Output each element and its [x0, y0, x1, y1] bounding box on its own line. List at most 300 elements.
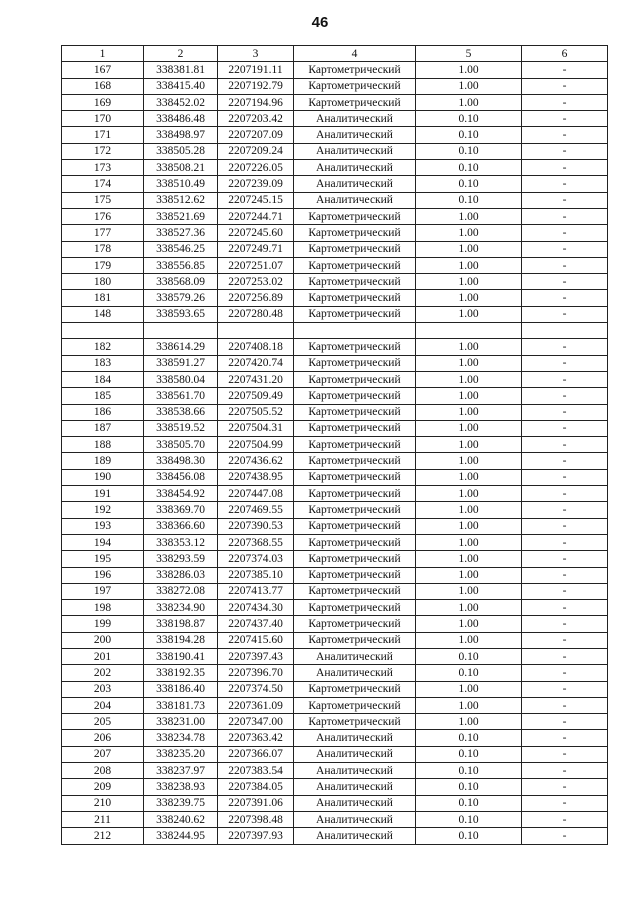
cell-note: -: [522, 453, 608, 469]
cell-accuracy: 0.10: [416, 192, 522, 208]
cell-coordinate-y: 2207245.15: [218, 192, 294, 208]
cell-accuracy: 0.10: [416, 795, 522, 811]
cell-point-number: 177: [62, 225, 144, 241]
table-row: [62, 828, 608, 844]
cell-coordinate-x: 338234.90: [144, 600, 218, 616]
cell-point-number: 203: [62, 681, 144, 697]
cell-note: -: [522, 763, 608, 779]
cell-note: -: [522, 290, 608, 306]
cell-point-number: 183: [62, 355, 144, 371]
cell-coordinate-y: 2207244.71: [218, 208, 294, 224]
cell-accuracy: 0.10: [416, 811, 522, 827]
cell-point-number: 175: [62, 192, 144, 208]
cell-accuracy: 1.00: [416, 257, 522, 273]
cell-coordinate-y: 2207256.89: [218, 290, 294, 306]
cell-coordinate-x: 338505.28: [144, 143, 218, 159]
cell-accuracy: 1.00: [416, 437, 522, 453]
cell-coordinate-y: 2207436.62: [218, 453, 294, 469]
cell-coordinate-y: 2207391.06: [218, 795, 294, 811]
cell-accuracy: 0.10: [416, 111, 522, 127]
cell-coordinate-x: 338508.21: [144, 160, 218, 176]
table-row: [62, 681, 608, 697]
cell-note: -: [522, 94, 608, 110]
table-row: [62, 290, 608, 306]
cell-accuracy: 1.00: [416, 502, 522, 518]
cell-note: -: [522, 404, 608, 420]
cell-note: -: [522, 78, 608, 94]
cell-coordinate-x: 338519.52: [144, 420, 218, 436]
cell-method: Картометрический: [294, 486, 416, 502]
cell-point-number: 201: [62, 648, 144, 664]
cell-accuracy: 1.00: [416, 600, 522, 616]
table-row: [62, 274, 608, 290]
cell-note: -: [522, 208, 608, 224]
cell-accuracy: 0.10: [416, 779, 522, 795]
cell-method: Картометрический: [294, 290, 416, 306]
cell-note: -: [522, 648, 608, 664]
cell-method: [294, 323, 416, 339]
table-row: [62, 600, 608, 616]
table-row: [62, 388, 608, 404]
cell-method: Аналитический: [294, 730, 416, 746]
cell-method: Картометрический: [294, 534, 416, 550]
cell-coordinate-x: 338591.27: [144, 355, 218, 371]
cell-coordinate-y: 2207398.48: [218, 811, 294, 827]
table-row: [62, 78, 608, 94]
cell-accuracy: 1.00: [416, 518, 522, 534]
cell-coordinate-y: 2207413.77: [218, 583, 294, 599]
cell-accuracy: 1.00: [416, 208, 522, 224]
cell-coordinate-x: 338593.65: [144, 306, 218, 322]
table-row: [62, 192, 608, 208]
table-row: [62, 746, 608, 762]
table-row: [62, 371, 608, 387]
cell-note: -: [522, 746, 608, 762]
cell-coordinate-x: 338239.75: [144, 795, 218, 811]
cell-note: -: [522, 632, 608, 648]
table-row: [62, 453, 608, 469]
cell-point-number: 208: [62, 763, 144, 779]
cell-coordinate-y: 2207408.18: [218, 339, 294, 355]
table-row: [62, 632, 608, 648]
cell-coordinate-x: 338235.20: [144, 746, 218, 762]
table-row: [62, 225, 608, 241]
cell-coordinate-x: 338521.69: [144, 208, 218, 224]
cell-point-number: 168: [62, 78, 144, 94]
cell-point-number: 171: [62, 127, 144, 143]
cell-coordinate-x: 338192.35: [144, 665, 218, 681]
cell-coordinate-x: 338568.09: [144, 274, 218, 290]
cell-coordinate-x: 338240.62: [144, 811, 218, 827]
cell-accuracy: 0.10: [416, 127, 522, 143]
cell-coordinate-y: 2207366.07: [218, 746, 294, 762]
cell-point-number: 194: [62, 534, 144, 550]
cell-point-number: 181: [62, 290, 144, 306]
cell-coordinate-y: 2207396.70: [218, 665, 294, 681]
cell-method: Картометрический: [294, 208, 416, 224]
cell-coordinate-y: 2207505.52: [218, 404, 294, 420]
cell-point-number: 210: [62, 795, 144, 811]
cell-accuracy: 1.00: [416, 241, 522, 257]
cell-accuracy: 1.00: [416, 616, 522, 632]
cell-note: -: [522, 176, 608, 192]
cell-accuracy: 0.10: [416, 730, 522, 746]
cell-point-number: 205: [62, 714, 144, 730]
cell-point-number: 190: [62, 469, 144, 485]
cell-coordinate-y: 2207203.42: [218, 111, 294, 127]
cell-method: Картометрический: [294, 502, 416, 518]
table-row: [62, 811, 608, 827]
cell-note: -: [522, 306, 608, 322]
table-row: [62, 665, 608, 681]
cell-point-number: 173: [62, 160, 144, 176]
cell-method: Картометрический: [294, 388, 416, 404]
cell-coordinate-y: 2207420.74: [218, 355, 294, 371]
cell-method: Картометрический: [294, 257, 416, 273]
cell-note: -: [522, 665, 608, 681]
table-row: [62, 437, 608, 453]
cell-coordinate-y: 2207390.53: [218, 518, 294, 534]
cell-coordinate-y: 2207226.05: [218, 160, 294, 176]
cell-point-number: 185: [62, 388, 144, 404]
cell-method: Картометрический: [294, 518, 416, 534]
cell-coordinate-y: 2207504.99: [218, 437, 294, 453]
cell-method: Картометрический: [294, 355, 416, 371]
cell-coordinate-y: 2207194.96: [218, 94, 294, 110]
cell-accuracy: 1.00: [416, 94, 522, 110]
table-row: [62, 763, 608, 779]
cell-coordinate-y: 2207431.20: [218, 371, 294, 387]
cell-coordinate-x: 338498.97: [144, 127, 218, 143]
table-row: [62, 697, 608, 713]
cell-coordinate-x: 338579.26: [144, 290, 218, 306]
table-row: [62, 355, 608, 371]
cell-coordinate-x: 338546.25: [144, 241, 218, 257]
table-row: [62, 616, 608, 632]
cell-coordinate-y: 2207434.30: [218, 600, 294, 616]
cell-accuracy: 1.00: [416, 339, 522, 355]
cell-method: Картометрический: [294, 632, 416, 648]
table-row: [62, 518, 608, 534]
cell-method: Аналитический: [294, 127, 416, 143]
table-row: [62, 502, 608, 518]
cell-coordinate-y: 2207253.02: [218, 274, 294, 290]
table-row: [62, 339, 608, 355]
cell-point-number: 189: [62, 453, 144, 469]
cell-note: -: [522, 160, 608, 176]
cell-coordinate-y: 2207415.60: [218, 632, 294, 648]
cell-coordinate-x: 338486.48: [144, 111, 218, 127]
cell-coordinate-y: 2207207.09: [218, 127, 294, 143]
cell-point-number: 188: [62, 437, 144, 453]
cell-note: -: [522, 502, 608, 518]
cell-coordinate-y: 2207280.48: [218, 306, 294, 322]
table-row: [62, 420, 608, 436]
table-row: [62, 534, 608, 550]
cell-coordinate-x: 338366.60: [144, 518, 218, 534]
cell-method: Картометрический: [294, 681, 416, 697]
cell-method: Аналитический: [294, 160, 416, 176]
cell-note: -: [522, 828, 608, 844]
cell-note: -: [522, 518, 608, 534]
cell-method: Аналитический: [294, 779, 416, 795]
cell-note: -: [522, 469, 608, 485]
cell-method: Картометрический: [294, 714, 416, 730]
cell-accuracy: 1.00: [416, 469, 522, 485]
cell-method: Картометрический: [294, 241, 416, 257]
cell-method: Картометрический: [294, 469, 416, 485]
cell-point-number: 180: [62, 274, 144, 290]
cell-coordinate-x: 338561.70: [144, 388, 218, 404]
cell-accuracy: 0.10: [416, 160, 522, 176]
cell-note: -: [522, 714, 608, 730]
table-row: [62, 323, 608, 339]
cell-coordinate-x: 338505.70: [144, 437, 218, 453]
table-row: [62, 62, 608, 78]
cell-coordinate-x: 338272.08: [144, 583, 218, 599]
cell-method: Аналитический: [294, 143, 416, 159]
cell-method: Аналитический: [294, 192, 416, 208]
cell-note: -: [522, 225, 608, 241]
cell-point-number: 167: [62, 62, 144, 78]
column-header: 2: [144, 46, 218, 62]
cell-accuracy: 1.00: [416, 388, 522, 404]
cell-point-number: 206: [62, 730, 144, 746]
cell-accuracy: 1.00: [416, 681, 522, 697]
cell-accuracy: 0.10: [416, 143, 522, 159]
cell-accuracy: 0.10: [416, 828, 522, 844]
cell-note: -: [522, 600, 608, 616]
cell-coordinate-x: 338238.93: [144, 779, 218, 795]
cell-accuracy: 0.10: [416, 746, 522, 762]
cell-note: [522, 323, 608, 339]
cell-coordinate-y: 2207437.40: [218, 616, 294, 632]
table-row: [62, 94, 608, 110]
cell-note: -: [522, 437, 608, 453]
cell-coordinate-y: 2207397.93: [218, 828, 294, 844]
cell-accuracy: 1.00: [416, 225, 522, 241]
cell-note: -: [522, 62, 608, 78]
cell-note: -: [522, 274, 608, 290]
cell-coordinate-y: 2207347.00: [218, 714, 294, 730]
cell-point-number: 195: [62, 551, 144, 567]
cell-accuracy: 0.10: [416, 176, 522, 192]
table-row: [62, 795, 608, 811]
cell-coordinate-y: 2207374.03: [218, 551, 294, 567]
cell-coordinate-x: 338186.40: [144, 681, 218, 697]
cell-method: Аналитический: [294, 176, 416, 192]
cell-method: Картометрический: [294, 339, 416, 355]
cell-method: Аналитический: [294, 811, 416, 827]
cell-point-number: 193: [62, 518, 144, 534]
cell-point-number: 200: [62, 632, 144, 648]
cell-coordinate-x: 338512.62: [144, 192, 218, 208]
cell-note: -: [522, 355, 608, 371]
cell-method: Картометрический: [294, 551, 416, 567]
cell-coordinate-x: 338580.04: [144, 371, 218, 387]
cell-method: Картометрический: [294, 420, 416, 436]
cell-coordinate-x: 338244.95: [144, 828, 218, 844]
table-row: [62, 160, 608, 176]
cell-point-number: 182: [62, 339, 144, 355]
cell-accuracy: [416, 323, 522, 339]
cell-coordinate-y: 2207447.08: [218, 486, 294, 502]
cell-coordinate-x: 338538.66: [144, 404, 218, 420]
cell-coordinate-y: 2207363.42: [218, 730, 294, 746]
column-header: 6: [522, 46, 608, 62]
cell-note: -: [522, 192, 608, 208]
cell-note: -: [522, 257, 608, 273]
cell-accuracy: 1.00: [416, 404, 522, 420]
cell-accuracy: 1.00: [416, 534, 522, 550]
table-body: [62, 62, 608, 844]
cell-point-number: 197: [62, 583, 144, 599]
table-row: [62, 176, 608, 192]
cell-note: -: [522, 371, 608, 387]
cell-note: -: [522, 811, 608, 827]
cell-accuracy: 1.00: [416, 453, 522, 469]
cell-coordinate-y: 2207504.31: [218, 420, 294, 436]
cell-coordinate-x: 338190.41: [144, 648, 218, 664]
cell-point-number: 207: [62, 746, 144, 762]
cell-point-number: 198: [62, 600, 144, 616]
cell-note: -: [522, 551, 608, 567]
cell-note: -: [522, 583, 608, 599]
cell-coordinate-x: 338286.03: [144, 567, 218, 583]
cell-accuracy: 1.00: [416, 420, 522, 436]
cell-accuracy: 0.10: [416, 648, 522, 664]
table-row: [62, 730, 608, 746]
table-row: [62, 551, 608, 567]
cell-accuracy: 1.00: [416, 632, 522, 648]
cell-method: Картометрический: [294, 78, 416, 94]
cell-note: -: [522, 730, 608, 746]
cell-note: -: [522, 681, 608, 697]
cell-coordinate-y: 2207385.10: [218, 567, 294, 583]
cell-method: Картометрический: [294, 697, 416, 713]
cell-method: Аналитический: [294, 828, 416, 844]
cell-note: -: [522, 111, 608, 127]
cell-coordinate-y: 2207374.50: [218, 681, 294, 697]
cell-point-number: 172: [62, 143, 144, 159]
cell-accuracy: 0.10: [416, 665, 522, 681]
cell-accuracy: 1.00: [416, 274, 522, 290]
cell-method: Картометрический: [294, 371, 416, 387]
cell-method: Аналитический: [294, 648, 416, 664]
cell-coordinate-x: 338527.36: [144, 225, 218, 241]
cell-coordinate-y: 2207209.24: [218, 143, 294, 159]
table-row: [62, 257, 608, 273]
table-row: [62, 404, 608, 420]
cell-point-number: 192: [62, 502, 144, 518]
cell-point-number: 174: [62, 176, 144, 192]
cell-accuracy: 1.00: [416, 371, 522, 387]
cell-coordinate-x: [144, 323, 218, 339]
cell-accuracy: 1.00: [416, 62, 522, 78]
cell-accuracy: 1.00: [416, 551, 522, 567]
cell-coordinate-x: 338353.12: [144, 534, 218, 550]
cell-coordinate-x: 338194.28: [144, 632, 218, 648]
cell-method: Аналитический: [294, 746, 416, 762]
cell-method: Картометрический: [294, 404, 416, 420]
cell-method: Картометрический: [294, 94, 416, 110]
cell-coordinate-y: 2207251.07: [218, 257, 294, 273]
cell-note: -: [522, 241, 608, 257]
table-row: [62, 469, 608, 485]
cell-method: Аналитический: [294, 763, 416, 779]
cell-method: Картометрический: [294, 453, 416, 469]
cell-method: Аналитический: [294, 665, 416, 681]
table-row: [62, 567, 608, 583]
cell-point-number: 178: [62, 241, 144, 257]
cell-point-number: 209: [62, 779, 144, 795]
cell-coordinate-x: 338231.00: [144, 714, 218, 730]
cell-accuracy: 1.00: [416, 306, 522, 322]
table-header-row: [62, 46, 608, 62]
cell-point-number: 196: [62, 567, 144, 583]
cell-point-number: [62, 323, 144, 339]
cell-method: Картометрический: [294, 437, 416, 453]
cell-coordinate-y: 2207368.55: [218, 534, 294, 550]
cell-coordinate-y: 2207384.05: [218, 779, 294, 795]
cell-coordinate-y: [218, 323, 294, 339]
cell-point-number: 169: [62, 94, 144, 110]
cell-method: Картометрический: [294, 567, 416, 583]
cell-coordinate-x: 338556.85: [144, 257, 218, 273]
table-row: [62, 486, 608, 502]
cell-coordinate-y: 2207469.55: [218, 502, 294, 518]
cell-point-number: 202: [62, 665, 144, 681]
cell-coordinate-x: 338381.81: [144, 62, 218, 78]
cell-method: Аналитический: [294, 111, 416, 127]
cell-accuracy: 1.00: [416, 290, 522, 306]
column-header: 5: [416, 46, 522, 62]
table-row: [62, 241, 608, 257]
cell-note: -: [522, 534, 608, 550]
cell-point-number: 179: [62, 257, 144, 273]
cell-point-number: 212: [62, 828, 144, 844]
column-header: 4: [294, 46, 416, 62]
table-row: [62, 648, 608, 664]
cell-method: Картометрический: [294, 583, 416, 599]
cell-coordinate-y: 2207249.71: [218, 241, 294, 257]
cell-point-number: 186: [62, 404, 144, 420]
cell-method: Картометрический: [294, 616, 416, 632]
cell-coordinate-x: 338614.29: [144, 339, 218, 355]
cell-coordinate-x: 338510.49: [144, 176, 218, 192]
cell-note: -: [522, 486, 608, 502]
table-row: [62, 714, 608, 730]
cell-point-number: 204: [62, 697, 144, 713]
cell-coordinate-x: 338198.87: [144, 616, 218, 632]
cell-coordinate-y: 2207509.49: [218, 388, 294, 404]
cell-method: Аналитический: [294, 795, 416, 811]
cell-point-number: 170: [62, 111, 144, 127]
cell-coordinate-x: 338498.30: [144, 453, 218, 469]
cell-point-number: 176: [62, 208, 144, 224]
cell-point-number: 191: [62, 486, 144, 502]
table-row: [62, 111, 608, 127]
cell-point-number: 199: [62, 616, 144, 632]
cell-note: -: [522, 697, 608, 713]
cell-point-number: 211: [62, 811, 144, 827]
cell-note: -: [522, 127, 608, 143]
cell-coordinate-y: 2207397.43: [218, 648, 294, 664]
cell-coordinate-y: 2207245.60: [218, 225, 294, 241]
cell-accuracy: 1.00: [416, 567, 522, 583]
coordinates-table: [61, 45, 608, 845]
cell-point-number: 184: [62, 371, 144, 387]
